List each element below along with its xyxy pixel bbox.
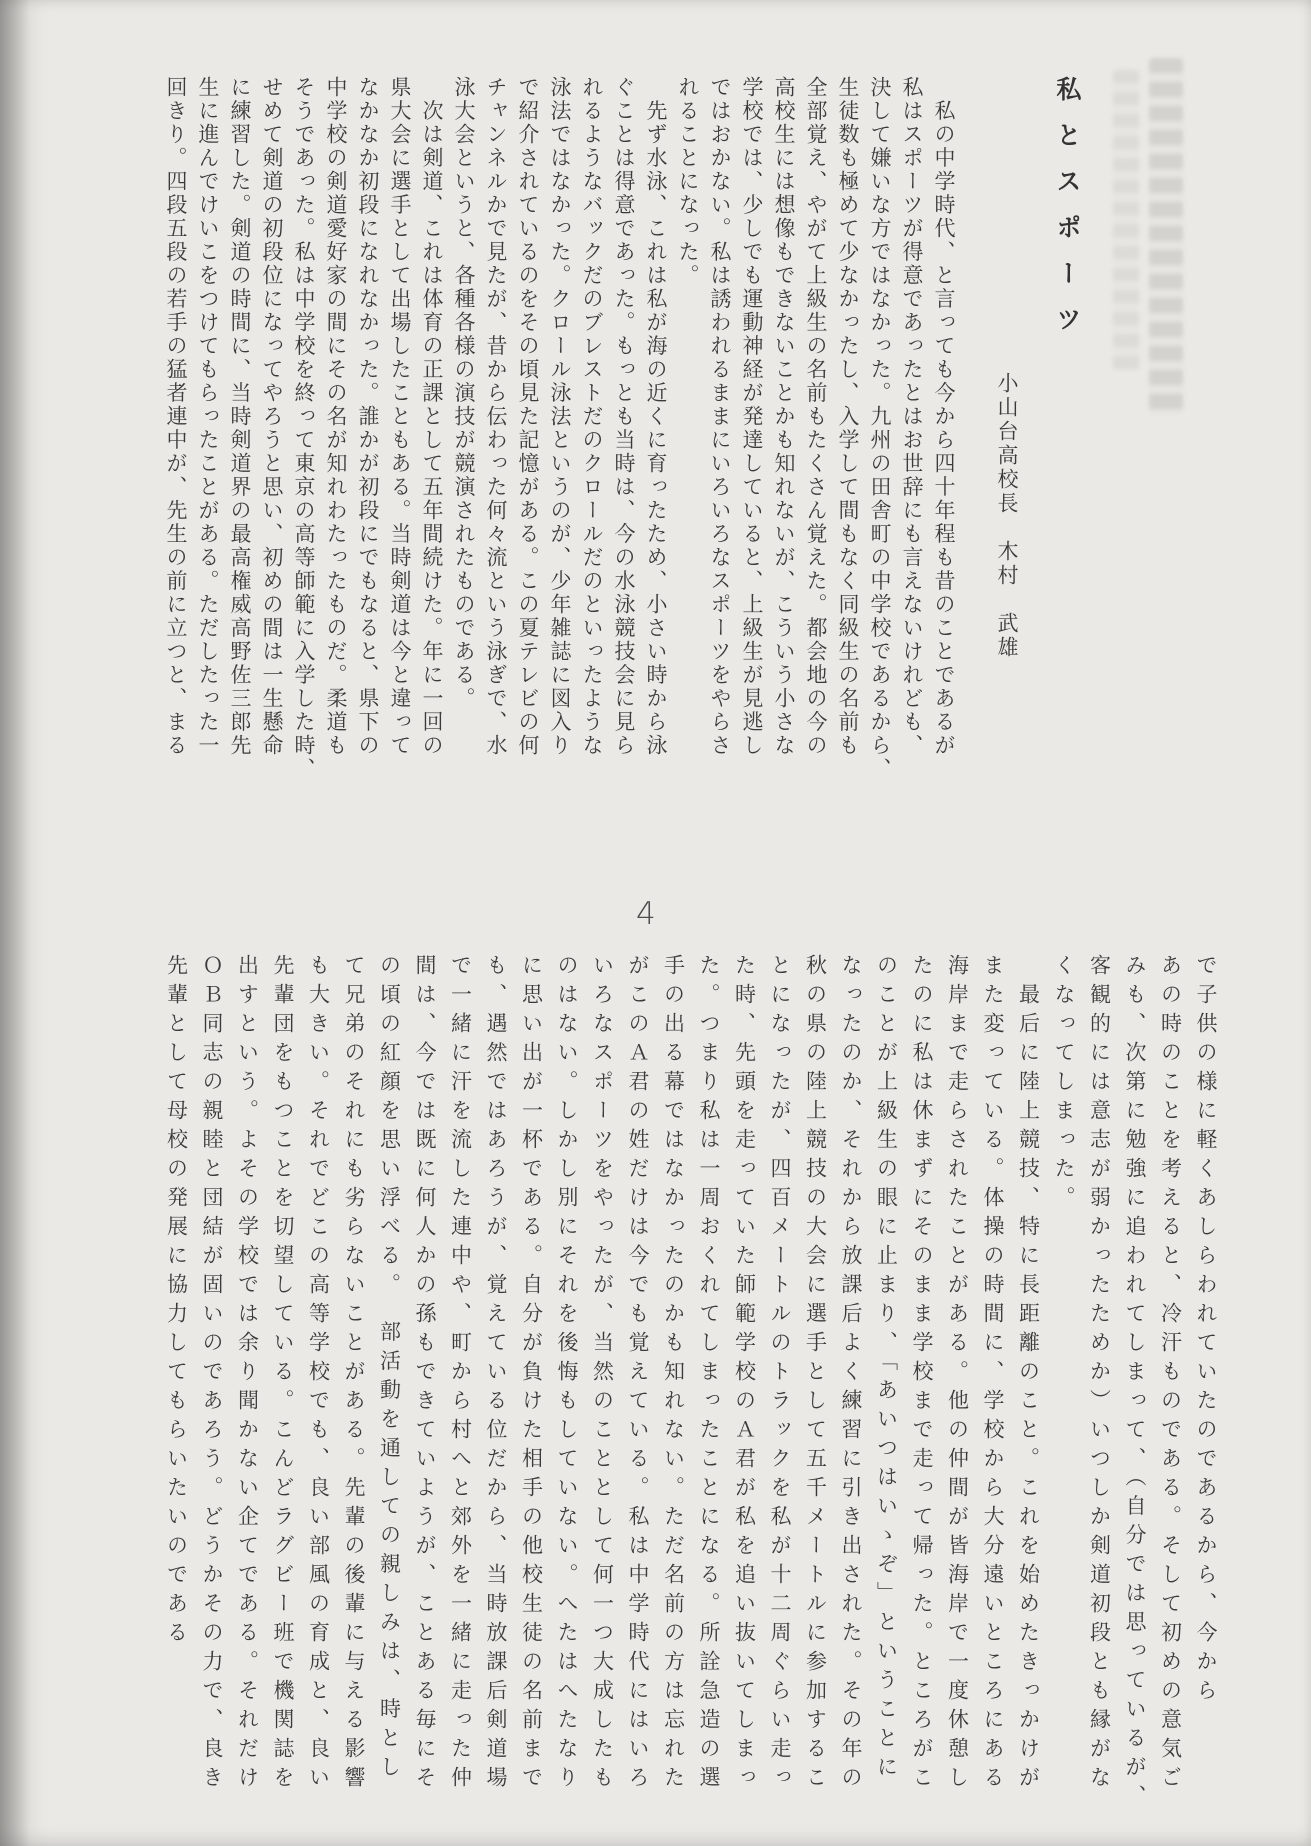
text-column: て兄弟のそれにも劣らないことがある。先輩の後輩に与える影響 bbox=[342, 954, 366, 1795]
text-column: のことが上級生の眼に止まり、「あいつはいゝぞ」ということに bbox=[874, 954, 899, 1785]
text-column: に思い出が一杯である。自分が負けた相手の他校生徒の名前まで bbox=[519, 954, 544, 1795]
text-column: 泳大会というと、各種各様の演技が競演されたものである。 bbox=[452, 76, 476, 711]
text-column: みも、次第に勉強に追われてしまって、（自分では思っているが、 bbox=[1123, 954, 1147, 1814]
page2-text-block bbox=[158, 954, 1223, 1814]
text-column: ぐことは得意であった。もっとも当時は、今の水泳競技会に見ら bbox=[612, 76, 636, 758]
bleed-through-ghost-text bbox=[1113, 70, 1139, 370]
text-column: なったのか、それから放課后よく練習に引き出された。その年の bbox=[839, 954, 863, 1795]
text-column: も大きい。それでどこの高等学校でも、良い部風の育成と、良い bbox=[306, 954, 331, 1795]
text-column: で子供の様に軽くあしらわれていたのであるから、今から bbox=[1194, 954, 1218, 1708]
text-column: で一緒に汗を流した連中や、町から村へと郊外を一緒に走った仲 bbox=[448, 954, 473, 1795]
text-column: また変っている。体操の時間に、学校から大分遠いところにある bbox=[981, 954, 1005, 1795]
text-column: も、遇然ではあろうが、覚えている位だから、当時放課后剣道場 bbox=[484, 954, 508, 1795]
essay-byline: 小山台高校長 木村 武雄 bbox=[995, 372, 1019, 660]
text-column: 生徒数も極めて少なかったし、入学して間もなく同級生の名前も bbox=[836, 76, 860, 758]
text-column: そうであった。私は中学校を終って東京の高等師範に入学した時、 bbox=[292, 76, 316, 781]
text-column: に練習した。剣道の時間に、当時剣道界の最高権威高野佐三郎先 bbox=[228, 76, 252, 758]
text-column: れるようなバックだのブレストだのクロールだのといったような bbox=[580, 76, 604, 758]
bleed-through-ghost-text bbox=[1149, 58, 1183, 414]
text-column: 手の出る幕ではなかったのかも知れない。ただ名前の方は忘れた bbox=[661, 954, 686, 1795]
text-column: 秋の県の陸上競技の大会に選手として五千メートルに参加するこ bbox=[803, 954, 828, 1795]
text-column: 最后に陸上競技、特に長距離のこと。これを始めたきっかけが bbox=[1016, 954, 1041, 1795]
text-column: あの時のことを考えると、冷汗ものである。そして初めの意気ご bbox=[1158, 954, 1183, 1795]
text-column: で紹介されているのをその頃見た記憶がある。この夏テレビの何 bbox=[516, 76, 540, 758]
text-column: た。つまり私は一周おくれてしまったことになる。所詮急造の選 bbox=[697, 954, 721, 1795]
text-column: 全部覚え、やがて上級生の名前もたくさん覚えた。都会地の今の bbox=[804, 76, 828, 758]
text-column: たのに私は休まずにそのまま学校まで走って帰った。ところがこ bbox=[910, 954, 934, 1795]
text-column: 県大会に選手として出場したこともある。当時剣道は今と違って bbox=[388, 76, 412, 758]
text-column: チャンネルかで見たが、昔から伝わった何々流という泳ぎで、水 bbox=[484, 76, 508, 758]
text-column: 客観的には意志が弱かったためか）いつしか剣道初段とも縁がな bbox=[1087, 954, 1112, 1795]
text-column: 泳法ではなかった。クロール泳法というのが、少年雑誌に図入り bbox=[548, 76, 572, 758]
text-column: た時、先頭を走っていた師範学校のＡ君が私を追い抜いてしまっ bbox=[732, 954, 757, 1795]
text-column: 回きり。四段五段の若手の猛者連中が、先生の前に立つと、まる bbox=[164, 76, 188, 758]
text-column: 高校生には想像もできないことかも知れないが、こういう小さな bbox=[772, 76, 796, 758]
text-column: くなってしまった。 bbox=[1052, 954, 1076, 1215]
text-column: 間は、今では既に何人かの孫もできていようが、ことある毎にそ bbox=[413, 954, 437, 1795]
text-column: ＯＢ同志の親睦と団結が固いのであろう。どうかその力で、良き bbox=[200, 954, 224, 1795]
text-column: なかなか初段になれなかった。誰かが初段にでもなると、県下の bbox=[356, 76, 380, 758]
text-column: 次は剣道、これは体育の正課として五年間続けた。年に一回の bbox=[420, 76, 444, 758]
text-column: 先ず水泳、これは私が海の近くに育ったため、小さい時から泳 bbox=[644, 76, 668, 758]
text-column: 先輩団をもつことを切望している。こんどラグビー班で機関誌を bbox=[271, 954, 295, 1795]
text-column: 決して嫌いな方ではなかった。九州の田舎町の中学校であるから、 bbox=[868, 76, 892, 781]
text-column: 先輩として母校の発展に協力してもらいたいのである bbox=[164, 954, 189, 1650]
text-column: がこのＡ君の姓だけは今でも覚えている。私は中学時代にはいろ bbox=[626, 954, 650, 1795]
text-column: のはない。しかし別にそれを後悔もしていない。へたはへたなり bbox=[555, 954, 579, 1795]
text-column: 生に進んでけいこをつけてもらったことがある。ただしたった一 bbox=[196, 76, 220, 758]
text-column: いろなスポーツをやったが、当然のこととして何一つ大成したも bbox=[590, 954, 615, 1795]
text-column: 私はスポーツが得意であったとはお世辞にも言えないけれども、 bbox=[900, 76, 924, 758]
text-column: とになったが、四百メートルのトラックを私が十二周ぐらい走っ bbox=[768, 954, 792, 1795]
text-column: ではおかない。私は誘われるままにいろいろなスポーツをやらさ bbox=[708, 76, 732, 758]
page-number: 4 bbox=[636, 896, 657, 932]
text-column: の頃の紅顔を思い浮べる。 部活動を通しての親しみは、時とし bbox=[377, 954, 402, 1785]
text-column: 出すという。よその学校では余り聞かない企てである。それだけ bbox=[235, 954, 260, 1795]
text-column: 学校では、少しでも運動神経が発達していると、上級生が見逃し bbox=[740, 76, 764, 758]
text-column: 中学校の剣道愛好家の間にその名が知れわたったものだ。柔道も bbox=[324, 76, 348, 758]
page1-text-block bbox=[160, 76, 1090, 781]
text-column: せめて剣道の初段位になってやろうと思い、初めの間は一生懸命 bbox=[260, 76, 284, 758]
text-column: 私の中学時代、と言っても今から四十年程も昔のことであるが bbox=[932, 76, 956, 758]
text-column: れることになった。 bbox=[676, 76, 700, 288]
essay-title: 私とスポーツ bbox=[1053, 76, 1082, 352]
text-column: 海岸まで走らされたことがある。他の仲間が皆海岸で一度休憩し bbox=[945, 954, 970, 1795]
